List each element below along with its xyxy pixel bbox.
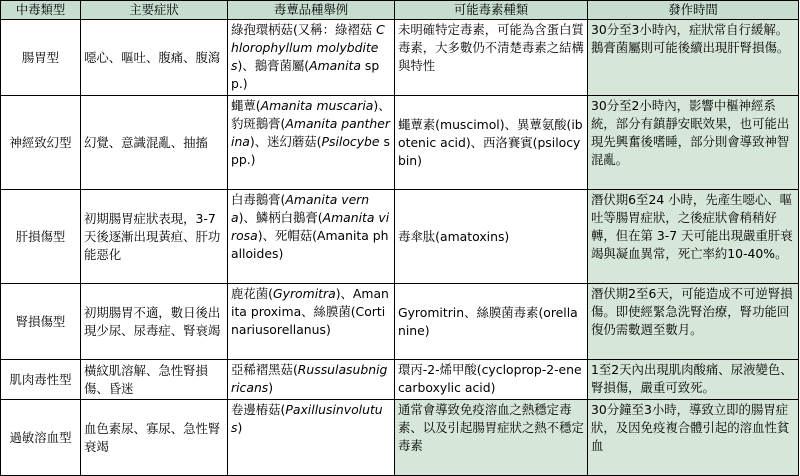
species-cell <box>228 400 395 476</box>
species-text: spp.) <box>231 134 390 167</box>
scientific-name: Russulasubnigricans <box>231 362 388 395</box>
toxins-cell: 毒傘肽(amatoxins) <box>395 190 588 284</box>
toxins-cell: 通常會導致免疫溶血之熱穩定毒素、以及引起腸胃症狀之熱不穩定毒素 <box>395 400 588 476</box>
species-text: )、鵝膏菌屬( <box>237 58 310 73</box>
species-text: )、Amanita proxima、絲膜菌(Cortinariusorellanus) <box>231 286 389 337</box>
scientific-name: Amanita virosa <box>231 210 390 243</box>
table-row <box>1 190 799 284</box>
scientific-name: Amanita muscaria <box>260 98 374 113</box>
poisoning-type-cell: 肝損傷型 <box>1 190 81 284</box>
table-row <box>1 20 799 96</box>
onset-cell: 潛伏期6至24 小時，先產生噁心、嘔吐等腸胃症狀，之後症狀會稍稍好轉，但在第 3-7 天可能出現嚴重肝衰竭與凝血異常，死亡率約10-40%。 <box>588 190 799 284</box>
species-cell <box>228 284 395 360</box>
symptoms-cell: 初期腸胃不適，數日後出現少尿、尿毒症、腎衰竭 <box>81 284 228 360</box>
poisoning-type-cell: 肌肉毒性型 <box>1 360 81 400</box>
onset-cell: 潛伏期2至6天，可能造成不可逆腎損傷。即使經緊急洗腎治療，腎功能回復仍需數週至數月。 <box>588 284 799 360</box>
species-text: 綠孢環柄菇(又稱：綠褶菇 <box>231 22 377 37</box>
species-cell <box>228 96 395 190</box>
scientific-name: Amanita verna <box>231 192 370 225</box>
species-cell <box>228 360 395 400</box>
species-text: ) <box>237 420 243 435</box>
species-text: 蠅蕈( <box>231 98 261 113</box>
symptoms-cell: 血色素尿、寡尿、急性腎衰竭 <box>81 400 228 476</box>
table-row <box>1 360 799 400</box>
toxins-cell: 環丙-2-烯甲酸(cycloprop-2-ene carboxylic acid) <box>395 360 588 400</box>
table-row <box>1 284 799 360</box>
poisoning-type-cell: 神經致幻型 <box>1 96 81 190</box>
poisoning-type-cell: 腸胃型 <box>1 20 81 96</box>
species-text: )、死帽菇(Amanita phalloides) <box>231 228 389 261</box>
scientific-name: Chlorophyllum molybdites <box>231 22 385 73</box>
header-poisoning-type: 中毒類型 <box>1 1 81 20</box>
species-text: spp.) <box>231 58 380 91</box>
scientific-name: Paxillusinvolutus <box>231 402 383 435</box>
table-header-row <box>1 1 799 20</box>
symptoms-cell: 幻覺、意識混亂、抽搐 <box>81 96 228 190</box>
species-text: 亞稀褶黑菇( <box>231 362 298 377</box>
toxins-cell: 未明確特定毒素，可能為含蛋白質毒素，大多數仍不清楚毒素之結構與特性 <box>395 20 588 96</box>
species-cell <box>228 20 395 96</box>
poisoning-type-cell: 過敏溶血型 <box>1 400 81 476</box>
scientific-name: Amanita <box>309 58 361 73</box>
scientific-name: Amanita pantherina <box>231 116 390 149</box>
header-toxin-types: 可能毒素種類 <box>395 1 588 20</box>
symptoms-cell: 噁心、嘔吐、腹痛、腹瀉 <box>81 20 228 96</box>
species-cell <box>228 190 395 284</box>
scientific-name: Psilocybe <box>321 134 380 149</box>
onset-cell: 30分鐘至3小時，導致立即的腸胃症狀，及因免疫複合體引起的溶血性貧血 <box>588 400 799 476</box>
header-species-examples: 毒蕈品種舉例 <box>228 1 395 20</box>
species-text: )、鱗柄白鵝膏( <box>238 210 323 225</box>
table-row <box>1 96 799 190</box>
poisoning-type-cell: 腎損傷型 <box>1 284 81 360</box>
species-text: 白毒鵝膏( <box>231 192 286 207</box>
header-main-symptoms: 主要症狀 <box>81 1 228 20</box>
species-text: 卷邊樁菇( <box>231 402 286 417</box>
species-text: )、豹斑鵝膏( <box>231 98 391 131</box>
scientific-name: Gyromitra <box>273 286 336 301</box>
onset-cell: 1至2天內出現肌肉酸痛、尿液變色、腎損傷，嚴重可致死。 <box>588 360 799 400</box>
table-row <box>1 400 799 476</box>
species-text: )、迷幻蘑菇( <box>249 134 322 149</box>
symptoms-cell: 橫紋肌溶解、急性腎損傷、昏迷 <box>81 360 228 400</box>
toxins-cell: 蠅蕈素(muscimol)、異蕈氨酸(ibotenic acid)、西洛賽賓(psilocybin) <box>395 96 588 190</box>
symptoms-cell: 初期腸胃症狀表現，3-7天後逐漸出現黃疸、肝功能惡化 <box>81 190 228 284</box>
species-text: ) <box>268 380 274 395</box>
header-onset-time: 發作時間 <box>588 1 799 20</box>
onset-cell: 30分至3小時內，症狀常自行緩解。鵝膏菌屬則可能後續出現肝腎損傷。 <box>588 20 799 96</box>
onset-cell: 30分至2小時內，影響中樞神經系統，部分有鎮靜安眠效果，也可能出現先興奮後嗜睡，部分則會導致神智混亂。 <box>588 96 799 190</box>
species-text: 鹿花菌( <box>231 286 274 301</box>
toxins-cell: Gyromitrin、絲膜菌毒素(orellanine) <box>395 284 588 360</box>
